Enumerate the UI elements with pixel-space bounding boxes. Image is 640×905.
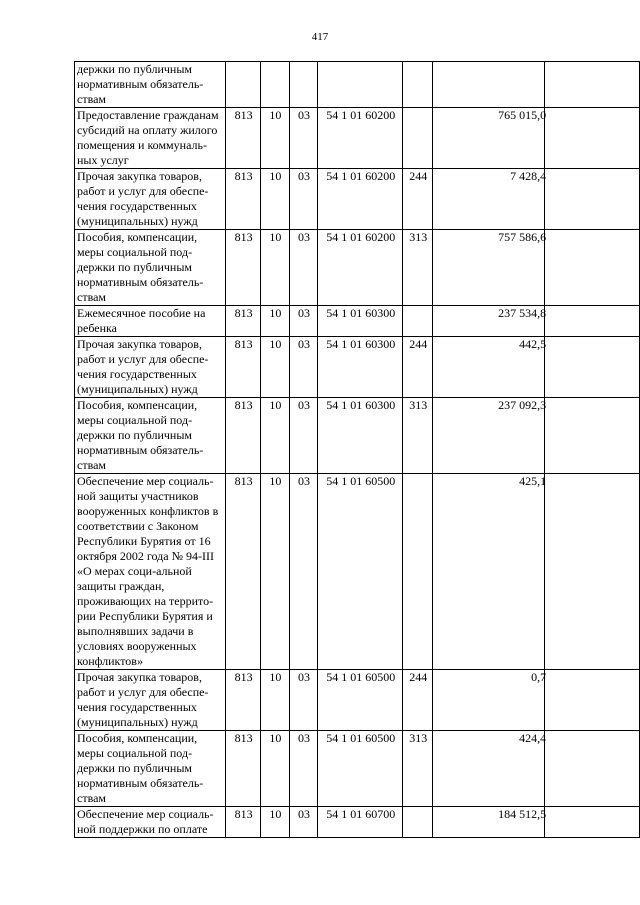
cell-section-code: 10 [261,108,290,169]
cell-section-code [261,62,290,108]
table-row [75,108,640,169]
amount-value: 7 428,4 [510,169,547,183]
amount-value: 184 512,5 [498,807,547,821]
cell-target-article: 54 1 01 60300 [318,337,403,398]
cell-amount [433,62,545,108]
cell-subsection-code: 03 [289,398,318,474]
table-row [75,306,640,337]
cell-amount [433,169,545,230]
cell-amount [433,337,545,398]
cell-department-code [226,62,261,108]
cell-subsection-code [289,62,318,108]
budget-table [74,61,640,838]
row-description: Обеспечение мер социаль-ной защиты участников вооруженных конфликтов в соответствии с Законом Республики Бурятия от 16 октября 2002 года № 94-III «О мерах соци-альной защиты граждан, проживающих на террито-рии Республики Бурятия и выполнявших задачи в условиях вооруженных конфликтов» [75,474,226,670]
cell-target-article: 54 1 01 60200 [318,230,403,306]
cell-department-code: 813 [226,731,261,807]
row-description: Прочая закупка товаров, работ и услуг для обеспе-чения государственных (муниципальных) нужд [75,670,226,731]
row-description: Пособия, компенсации, меры социальной под-держки по публичным нормативным обязатель-ствам [75,398,226,474]
row-description: держки по публичным нормативным обязатель-ствам [75,62,226,108]
amount-value: 424,4 [519,731,547,745]
cell-section-code: 10 [261,230,290,306]
cell-amount [433,306,545,337]
cell-amount [433,670,545,731]
cell-section-code: 10 [261,398,290,474]
cell-section-code: 10 [261,807,290,838]
cell-subsection-code: 03 [289,230,318,306]
cell-target-article: 54 1 01 60200 [318,169,403,230]
cell-target-article: 54 1 01 60500 [318,474,403,670]
budget-table-body [75,62,640,838]
cell-department-code: 813 [226,169,261,230]
cell-expense-type: 244 [403,670,433,731]
cell-target-article: 54 1 01 60500 [318,731,403,807]
cell-target-article: 54 1 01 60500 [318,670,403,731]
cell-amount [433,474,545,670]
cell-expense-type [403,807,433,838]
table-row [75,474,640,670]
cell-subsection-code: 03 [289,670,318,731]
cell-expense-type [403,62,433,108]
cell-empty [545,398,640,474]
cell-empty [545,807,640,838]
amount-value: 0,7 [531,670,547,684]
cell-empty [545,62,640,108]
cell-section-code: 10 [261,337,290,398]
cell-department-code: 813 [226,230,261,306]
cell-amount [433,230,545,306]
cell-empty [545,306,640,337]
cell-expense-type: 244 [403,169,433,230]
cell-empty [545,337,640,398]
page-number: 417 [311,31,329,43]
table-row [75,398,640,474]
cell-subsection-code: 03 [289,474,318,670]
cell-subsection-code: 03 [289,337,318,398]
row-description: Прочая закупка товаров, работ и услуг для обеспе-чения государственных (муниципальных) нужд [75,337,226,398]
cell-subsection-code: 03 [289,807,318,838]
cell-target-article: 54 1 01 60700 [318,807,403,838]
cell-amount [433,731,545,807]
cell-expense-type [403,108,433,169]
cell-section-code: 10 [261,670,290,731]
cell-target-article: 54 1 01 60300 [318,306,403,337]
cell-department-code: 813 [226,474,261,670]
amount-value: 442,5 [519,337,547,351]
cell-expense-type: 313 [403,230,433,306]
table-row [75,230,640,306]
row-description: Предоставление гражданам субсидий на оплату жилого помещения и коммуналь-ных услуг [75,108,226,169]
cell-empty [545,230,640,306]
cell-empty [545,474,640,670]
cell-subsection-code: 03 [289,169,318,230]
amount-value: 757 586,6 [498,230,547,244]
cell-empty [545,108,640,169]
cell-department-code: 813 [226,108,261,169]
cell-target-article [318,62,403,108]
cell-department-code: 813 [226,306,261,337]
cell-department-code: 813 [226,670,261,731]
cell-amount [433,807,545,838]
cell-target-article: 54 1 01 60300 [318,398,403,474]
table-row [75,169,640,230]
cell-section-code: 10 [261,731,290,807]
table-row [75,731,640,807]
cell-subsection-code: 03 [289,731,318,807]
cell-empty [545,670,640,731]
cell-expense-type [403,306,433,337]
cell-empty [545,169,640,230]
cell-expense-type: 313 [403,398,433,474]
cell-expense-type [403,474,433,670]
cell-department-code: 813 [226,807,261,838]
amount-value: 425,1 [519,474,547,488]
cell-department-code: 813 [226,337,261,398]
cell-amount [433,108,545,169]
amount-value: 237 092,3 [498,398,547,412]
cell-expense-type: 244 [403,337,433,398]
amount-value: 237 534,8 [498,306,547,320]
cell-target-article: 54 1 01 60200 [318,108,403,169]
row-description: Обеспечение мер социаль-ной поддержки по оплате [75,807,226,838]
cell-section-code: 10 [261,306,290,337]
table-row [75,62,640,108]
table-row [75,337,640,398]
table-row [75,807,640,838]
cell-department-code: 813 [226,398,261,474]
row-description: Пособия, компенсации, меры социальной под-держки по публичным нормативным обязатель-ствам [75,230,226,306]
cell-subsection-code: 03 [289,306,318,337]
row-description: Ежемесячное пособие на ребенка [75,306,226,337]
cell-empty [545,731,640,807]
row-description: Прочая закупка товаров, работ и услуг для обеспе-чения государственных (муниципальных) нужд [75,169,226,230]
amount-value: 765 015,0 [498,108,547,122]
row-description: Пособия, компенсации, меры социальной под-держки по публичным нормативным обязатель-ствам [75,731,226,807]
table-row [75,670,640,731]
cell-subsection-code: 03 [289,108,318,169]
cell-amount [433,398,545,474]
cell-section-code: 10 [261,169,290,230]
cell-expense-type: 313 [403,731,433,807]
cell-section-code: 10 [261,474,290,670]
